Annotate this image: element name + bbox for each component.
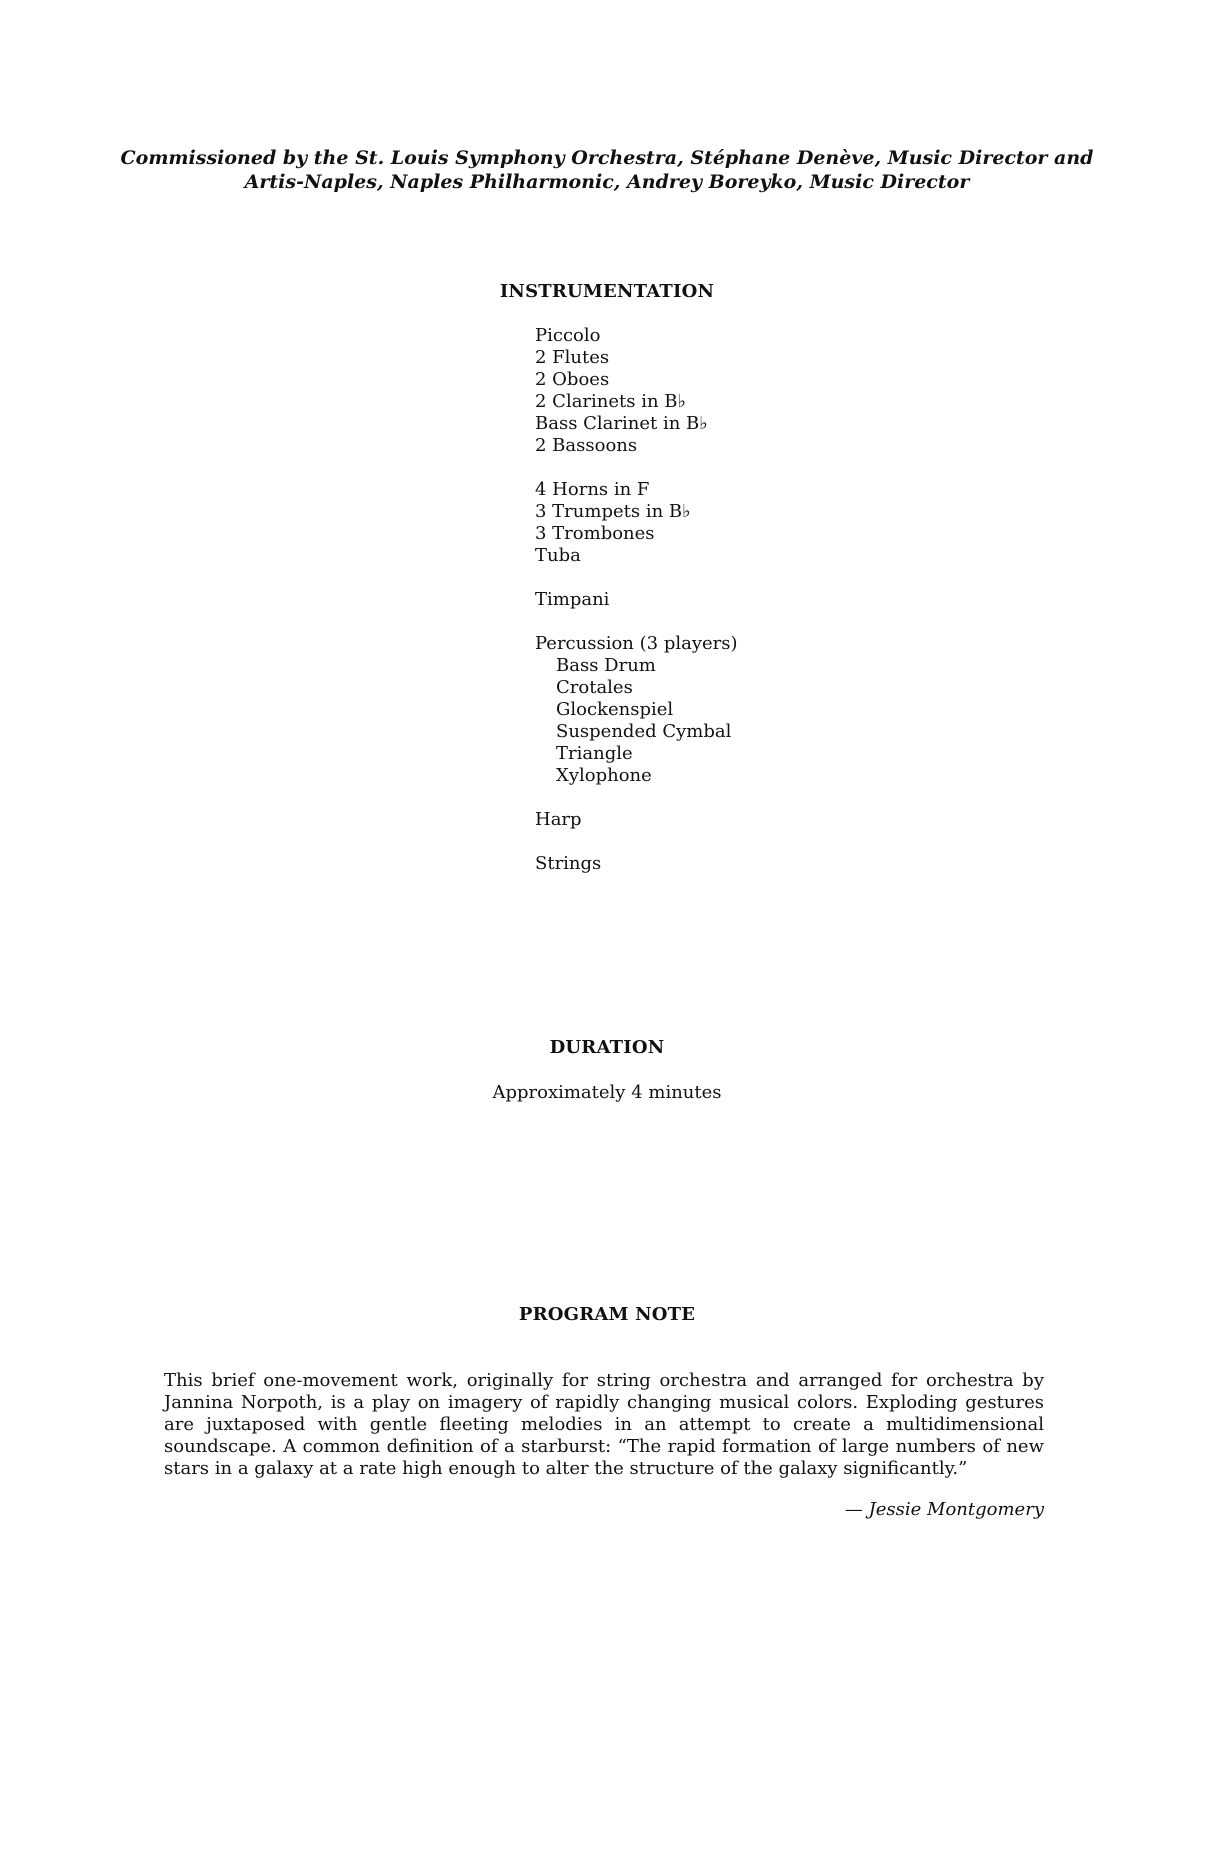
percussion-label: Percussion (3 players) [535,633,738,654]
commission-line-1: Commissioned by the St. Louis Symphony Orchestra, Stéphane Denève, Music Director and [120,147,1094,169]
instrument-item: Strings [535,853,602,874]
timpani-group [535,589,738,611]
commission-statement [0,146,1214,194]
percussion-item: Crotales [556,677,633,698]
duration-heading: DURATION [549,1037,665,1058]
program-note-signature: — Jessie Montgomery [844,1499,1044,1520]
instrument-item: 2 Oboes [535,369,610,390]
instrument-item: Tuba [535,545,581,566]
percussion-item: Suspended Cymbal [556,721,732,742]
duration-text: Approximately 4 minutes [492,1082,722,1103]
percussion-item: Triangle [556,743,633,764]
woodwinds-group [535,325,738,457]
instrument-item: Piccolo [535,325,601,346]
instrumentation-heading: INSTRUMENTATION [499,281,715,302]
strings-group [535,853,738,875]
instrument-item: 2 Clarinets in B♭ [535,391,687,412]
instrument-item: Timpani [535,589,610,610]
instrument-item: 2 Bassoons [535,435,638,456]
percussion-group [535,633,738,787]
instrument-item: 3 Trombones [535,523,655,544]
percussion-item: Bass Drum [556,655,656,676]
instrument-item: 2 Flutes [535,347,610,368]
instrument-item: Bass Clarinet in B♭ [535,413,708,434]
instrument-item: Harp [535,809,582,830]
brass-group [535,479,738,567]
instrument-item: 3 Trumpets in B♭ [535,501,691,522]
program-note-heading: PROGRAM NOTE [518,1304,696,1325]
commission-line-2: Artis-Naples, Naples Philharmonic, Andrey Boreyko, Music Director [244,171,970,193]
instrument-item: 4 Horns in F [535,479,650,500]
percussion-item: Xylophone [556,765,652,786]
program-note-text: This brief one-movement work, originally for string orchestra and arranged for orchestra by Jannina Norpoth, is a play on imagery of rapidly changing musical colors. Exploding gestures are juxtaposed with gentle fleeting melodies in an attempt to create a multidimensional soundscape. A common definition of a starburst: “The rapid formation of large numbers of new stars in a galaxy at a rate high enough to alter the structure of the galaxy significantly.” [164,1370,1044,1479]
instrumentation-list [535,325,738,897]
harp-group [535,809,738,831]
percussion-item: Glockenspiel [556,699,674,720]
